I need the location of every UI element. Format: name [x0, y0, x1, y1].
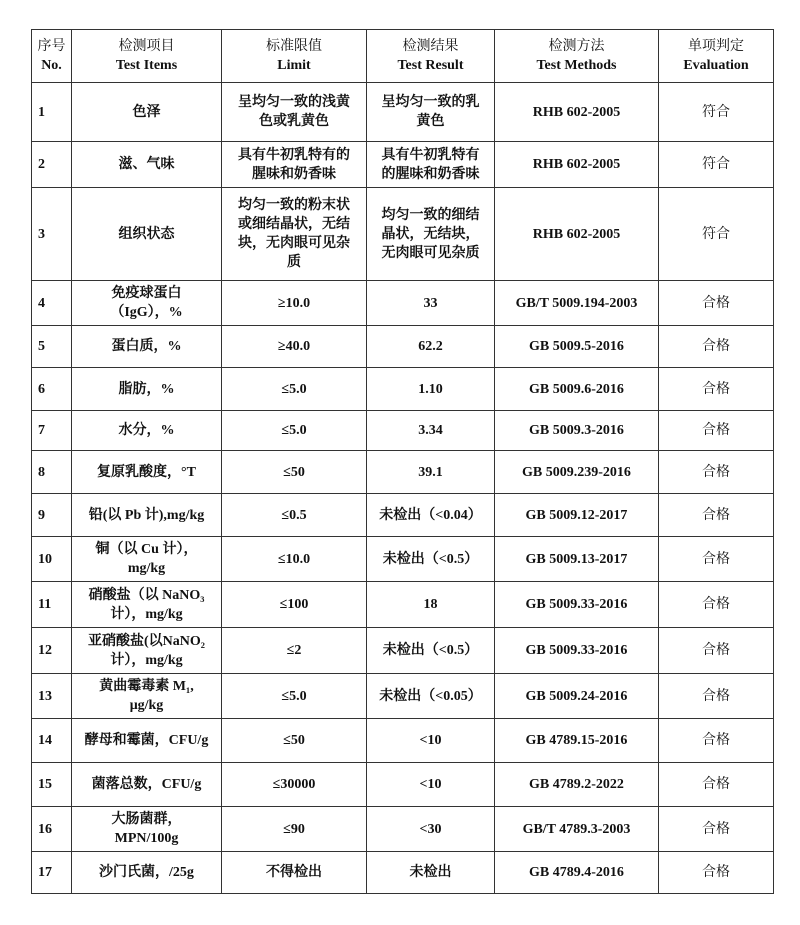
cell-limit: ≥40.0 — [222, 326, 367, 368]
cell-limit: ≤0.5 — [222, 494, 367, 537]
cell-limit: ≤5.0 — [222, 368, 367, 411]
cell-test-item: 脂肪，% — [72, 368, 222, 411]
cell-no: 17 — [32, 852, 72, 894]
cell-limit: ≤2 — [222, 628, 367, 674]
table-row — [32, 674, 774, 719]
header-test-result: 检测结果 Test Result — [367, 30, 495, 83]
cell-no: 2 — [32, 142, 72, 188]
cell-test-method: GB 5009.239-2016 — [495, 451, 659, 494]
cell-limit: ≤100 — [222, 582, 367, 628]
cell-test-item: 黄曲霉毒素 M₁, μg/kg — [72, 674, 222, 719]
table-row — [32, 852, 774, 894]
cell-evaluation: 合格 — [659, 582, 774, 628]
cell-limit: ≤50 — [222, 451, 367, 494]
header-test-methods: 检测方法 Test Methods — [495, 30, 659, 83]
cell-test-result: <10 — [367, 719, 495, 763]
cell-test-result: 未检出 — [367, 852, 495, 894]
cell-test-item: 组织状态 — [72, 188, 222, 281]
cell-test-result: <30 — [367, 807, 495, 852]
cell-limit: 具有牛初乳特有的 腥味和奶香味 — [222, 142, 367, 188]
cell-limit: ≤5.0 — [222, 674, 367, 719]
cell-test-item: 大肠菌群， MPN/100g — [72, 807, 222, 852]
cell-test-result: 33 — [367, 281, 495, 326]
table-row — [32, 326, 774, 368]
cell-test-item: 酵母和霉菌，CFU/g — [72, 719, 222, 763]
cell-test-method: GB 5009.33-2016 — [495, 582, 659, 628]
cell-no: 4 — [32, 281, 72, 326]
cell-no: 11 — [32, 582, 72, 628]
cell-evaluation: 合格 — [659, 852, 774, 894]
cell-test-item: 水分，% — [72, 411, 222, 451]
cell-evaluation: 合格 — [659, 326, 774, 368]
header-no: 序号 No. — [32, 30, 72, 83]
cell-evaluation: 合格 — [659, 451, 774, 494]
cell-evaluation: 符合 — [659, 142, 774, 188]
cell-test-method: GB 4789.15-2016 — [495, 719, 659, 763]
cell-evaluation: 合格 — [659, 494, 774, 537]
cell-test-result: 未检出（<0.5） — [367, 628, 495, 674]
cell-no: 3 — [32, 188, 72, 281]
table-row — [32, 188, 774, 281]
cell-evaluation: 合格 — [659, 807, 774, 852]
table-row — [32, 494, 774, 537]
cell-test-item: 铜（以 Cu 计）， mg/kg — [72, 537, 222, 582]
cell-no: 1 — [32, 83, 72, 142]
table-row — [32, 368, 774, 411]
cell-test-result: 18 — [367, 582, 495, 628]
cell-limit: 呈均匀一致的浅黄 色或乳黄色 — [222, 83, 367, 142]
cell-test-method: GB 4789.2-2022 — [495, 763, 659, 807]
cell-limit: ≤5.0 — [222, 411, 367, 451]
cell-no: 13 — [32, 674, 72, 719]
cell-test-item: 硝酸盐（以 NaNO₃ 计），mg/kg — [72, 582, 222, 628]
cell-test-method: GB/T 5009.194-2003 — [495, 281, 659, 326]
cell-no: 15 — [32, 763, 72, 807]
cell-test-method: RHB 602-2005 — [495, 188, 659, 281]
cell-test-result: 62.2 — [367, 326, 495, 368]
header-test-items: 检测项目 Test Items — [72, 30, 222, 83]
cell-test-item: 复原乳酸度，°T — [72, 451, 222, 494]
cell-evaluation: 合格 — [659, 411, 774, 451]
cell-evaluation: 合格 — [659, 628, 774, 674]
cell-test-result: <10 — [367, 763, 495, 807]
cell-test-method: GB 5009.24-2016 — [495, 674, 659, 719]
cell-test-method: GB 5009.3-2016 — [495, 411, 659, 451]
header-row — [32, 30, 774, 83]
cell-evaluation: 合格 — [659, 281, 774, 326]
cell-evaluation: 合格 — [659, 674, 774, 719]
cell-test-item: 免疫球蛋白 （IgG），% — [72, 281, 222, 326]
cell-evaluation: 合格 — [659, 537, 774, 582]
cell-test-item: 蛋白质，% — [72, 326, 222, 368]
cell-test-result: 39.1 — [367, 451, 495, 494]
cell-limit: ≤50 — [222, 719, 367, 763]
cell-test-item: 亚硝酸盐(以NaNO₂ 计），mg/kg — [72, 628, 222, 674]
cell-no: 5 — [32, 326, 72, 368]
cell-test-result: 1.10 — [367, 368, 495, 411]
cell-test-result: 未检出（<0.05） — [367, 674, 495, 719]
table-row — [32, 582, 774, 628]
cell-test-result: 3.34 — [367, 411, 495, 451]
cell-test-result: 未检出（<0.04） — [367, 494, 495, 537]
cell-test-method: GB 5009.12-2017 — [495, 494, 659, 537]
cell-evaluation: 合格 — [659, 368, 774, 411]
table-row — [32, 142, 774, 188]
cell-test-method: GB 5009.13-2017 — [495, 537, 659, 582]
cell-no: 8 — [32, 451, 72, 494]
cell-test-result: 呈均匀一致的乳 黄色 — [367, 83, 495, 142]
cell-no: 7 — [32, 411, 72, 451]
cell-no: 9 — [32, 494, 72, 537]
cell-test-method: RHB 602-2005 — [495, 142, 659, 188]
table-row — [32, 763, 774, 807]
table-row — [32, 83, 774, 142]
cell-test-method: GB 4789.4-2016 — [495, 852, 659, 894]
cell-limit: ≥10.0 — [222, 281, 367, 326]
header-limit: 标准限值 Limit — [222, 30, 367, 83]
cell-evaluation: 符合 — [659, 188, 774, 281]
cell-evaluation: 符合 — [659, 83, 774, 142]
cell-no: 10 — [32, 537, 72, 582]
table-row — [32, 537, 774, 582]
cell-limit: 不得检出 — [222, 852, 367, 894]
cell-no: 14 — [32, 719, 72, 763]
cell-test-result: 未检出（<0.5） — [367, 537, 495, 582]
header-evaluation: 单项判定 Evaluation — [659, 30, 774, 83]
cell-test-method: RHB 602-2005 — [495, 83, 659, 142]
table-row — [32, 451, 774, 494]
cell-evaluation: 合格 — [659, 719, 774, 763]
table-row — [32, 628, 774, 674]
cell-limit: ≤10.0 — [222, 537, 367, 582]
cell-test-result: 均匀一致的细结 晶状，无结块， 无肉眼可见杂质 — [367, 188, 495, 281]
table-row — [32, 281, 774, 326]
cell-limit: ≤90 — [222, 807, 367, 852]
cell-limit: ≤30000 — [222, 763, 367, 807]
cell-test-method: GB/T 4789.3-2003 — [495, 807, 659, 852]
cell-test-item: 铅(以 Pb 计),mg/kg — [72, 494, 222, 537]
test-results-table — [31, 29, 774, 894]
cell-test-method: GB 5009.5-2016 — [495, 326, 659, 368]
cell-test-item: 色泽 — [72, 83, 222, 142]
cell-test-item: 滋、气味 — [72, 142, 222, 188]
cell-no: 6 — [32, 368, 72, 411]
table-row — [32, 807, 774, 852]
table-row — [32, 411, 774, 451]
cell-no: 12 — [32, 628, 72, 674]
cell-test-item: 沙门氏菌，/25g — [72, 852, 222, 894]
cell-evaluation: 合格 — [659, 763, 774, 807]
table-row — [32, 719, 774, 763]
cell-limit: 均匀一致的粉末状 或细结晶状，无结 块，无肉眼可见杂 质 — [222, 188, 367, 281]
cell-test-item: 菌落总数，CFU/g — [72, 763, 222, 807]
cell-test-result: 具有牛初乳特有 的腥味和奶香味 — [367, 142, 495, 188]
cell-test-method: GB 5009.6-2016 — [495, 368, 659, 411]
cell-no: 16 — [32, 807, 72, 852]
cell-test-method: GB 5009.33-2016 — [495, 628, 659, 674]
